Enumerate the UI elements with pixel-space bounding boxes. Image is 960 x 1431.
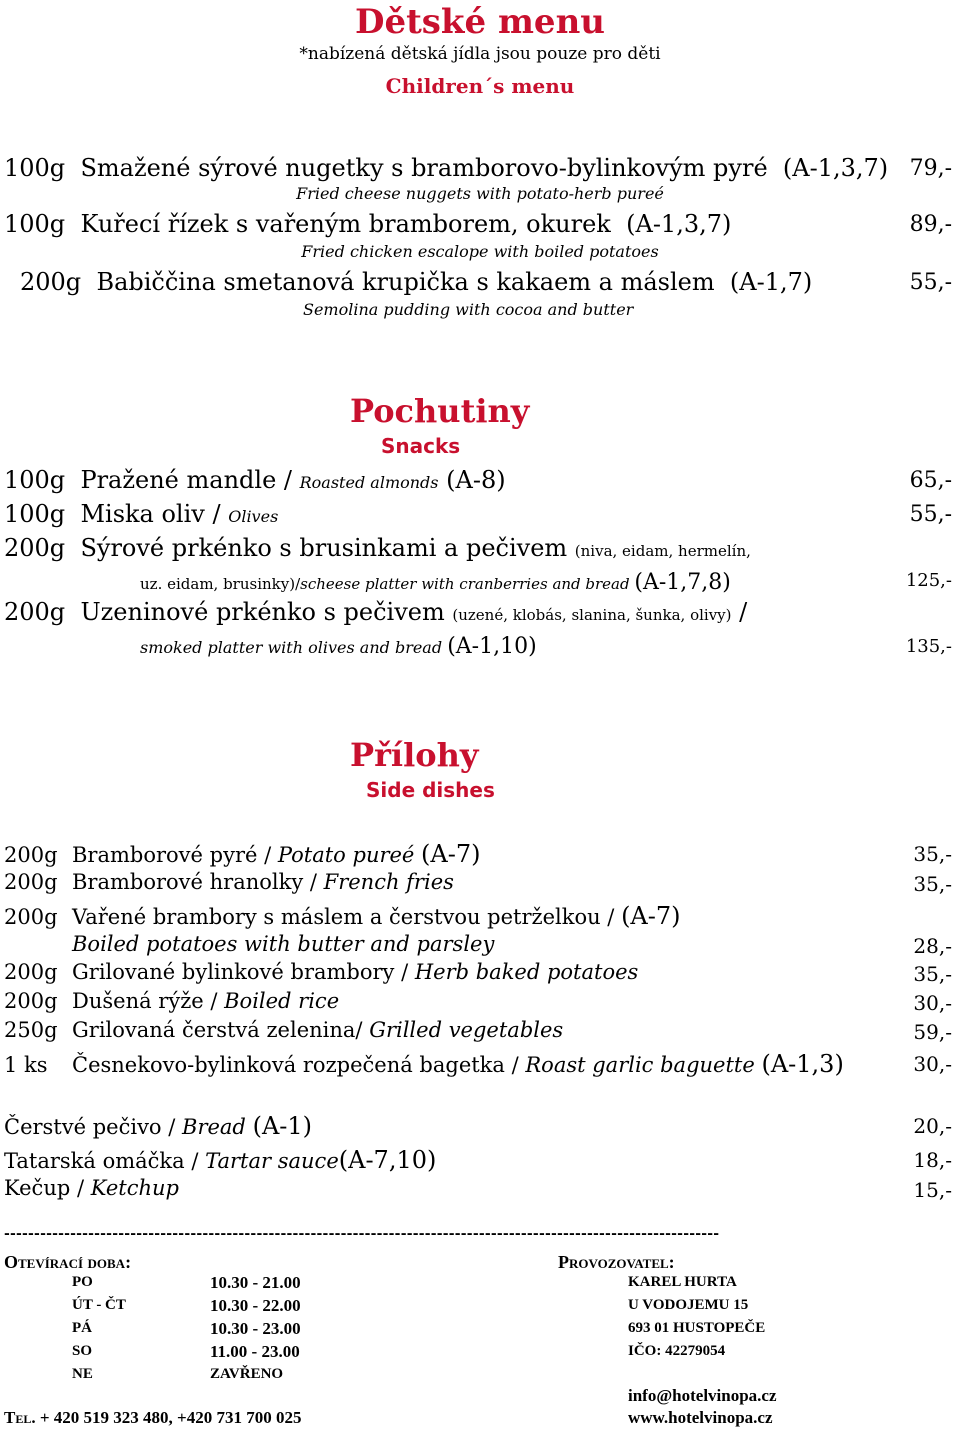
item-english: Roast garlic baguette <box>525 1053 755 1077</box>
item-allergens: (A-1,3,7) <box>782 154 889 182</box>
item-weight: 200g <box>4 534 66 562</box>
item-weight: 200g <box>4 843 58 867</box>
kids-note: *nabízená dětská jídla jsou pouze pro děti <box>299 44 661 64</box>
phone-line <box>4 1408 301 1428</box>
item-price: 79,- <box>909 156 952 181</box>
side-item-7 <box>4 1050 844 1078</box>
operator-city: 693 01 HUSTOPEČE <box>628 1320 766 1336</box>
item-price: 18,- <box>913 1148 952 1172</box>
item-weight: 200g <box>4 989 58 1013</box>
hours-day: SO <box>72 1343 93 1359</box>
item-name: Bramborové pyré / <box>72 843 272 867</box>
item-price: 55,- <box>909 270 952 295</box>
kids-item-1 <box>4 154 888 182</box>
hours-time: 10.30 - 21.00 <box>210 1273 301 1292</box>
item-price: 35,- <box>913 872 952 896</box>
item-price: 20,- <box>913 1114 952 1138</box>
item-allergens: (A-1,7) <box>729 268 813 296</box>
item-english: Herb baked potatoes <box>414 960 639 984</box>
item-english: scheese platter with cranberries and bread <box>300 575 630 593</box>
item-name: Sýrové prkénko s brusinkami a pečivem <box>80 534 568 562</box>
item-price: 135,- <box>905 636 952 657</box>
item-english: French fries <box>323 870 454 894</box>
email-link[interactable]: info@hotelvinopa.cz <box>628 1386 777 1405</box>
operator-name: KAREL HURTA <box>628 1274 737 1290</box>
operator-ico: IČO: 42279054 <box>628 1343 726 1359</box>
operator-street: U VODOJEMU 15 <box>628 1297 749 1313</box>
item-price: 55,- <box>909 502 952 527</box>
item-allergens: (A-7) <box>621 902 681 930</box>
side-item-1 <box>4 840 480 868</box>
item-name: Česnekovo-bylinková rozpečená bagetka / <box>72 1053 519 1077</box>
item-price: 35,- <box>913 962 952 986</box>
item-weight: 200g <box>4 870 58 894</box>
item-name: Uzeninové prkénko s pečivem <box>80 598 445 626</box>
item-slash: / <box>739 598 748 626</box>
item-name: Grilovaná čerstvá zelenina/ <box>72 1018 363 1042</box>
item-weight: 100g <box>4 466 66 494</box>
item-price: 30,- <box>913 1052 952 1076</box>
item-weight: 200g <box>4 598 66 626</box>
snack-item-4 <box>4 598 747 626</box>
item-allergens: (A-8) <box>446 466 506 494</box>
hours-time: 10.30 - 22.00 <box>210 1296 301 1315</box>
phone-numbers: + 420 519 323 480, +420 731 700 025 <box>39 1408 302 1427</box>
hours-time: ZAVŘENO <box>210 1366 284 1382</box>
kids-item-2 <box>4 210 731 238</box>
item-english: Olives <box>228 507 279 526</box>
item-name: Čerstvé pečivo / <box>4 1115 176 1139</box>
section-title-sides: Přílohy <box>350 736 479 774</box>
snack-item-3-line2 <box>140 570 731 595</box>
side-item-3 <box>4 902 681 930</box>
item-english: Boiled rice <box>224 989 340 1013</box>
snack-item-3 <box>4 534 751 562</box>
section-title-snacks: Pochutiny <box>350 392 530 430</box>
item-name: Miska oliv / <box>80 500 221 528</box>
item-name: Kuřecí řízek s vařeným bramborem, okurek <box>80 210 611 238</box>
item-name: Dušená rýže / <box>72 989 218 1013</box>
hours-day: ÚT - ČT <box>72 1297 126 1313</box>
item-detail: (uzené, klobás, slanina, šunka, olivy) <box>452 606 732 624</box>
item-english: smoked platter with olives and bread <box>140 638 443 657</box>
item-weight: 200g <box>4 905 58 929</box>
item-detail: uz. eidam, brusinky)/ <box>140 575 301 593</box>
snack-item-1 <box>4 466 506 494</box>
item-weight: 100g <box>4 154 66 182</box>
item-weight: 200g <box>20 268 82 296</box>
item-english: Semolina pudding with cocoa and butter <box>303 300 634 319</box>
item-name: Pražené mandle / <box>80 466 292 494</box>
snack-item-4-line2 <box>140 634 537 659</box>
dashed-divider: ----------------------------------------------------------------------------------------------------------------------- <box>4 1226 720 1242</box>
extra-item-1 <box>4 1112 312 1140</box>
side-item-2 <box>4 870 454 894</box>
hours-day: NE <box>72 1366 93 1382</box>
phone-prefix: Tel. <box>4 1408 36 1427</box>
snack-item-2 <box>4 500 278 528</box>
item-weight: 1 ks <box>4 1053 48 1077</box>
web-link[interactable]: www.hotelvinopa.cz <box>628 1408 773 1427</box>
hours-day: PO <box>72 1274 93 1290</box>
page-subtitle: Children´s menu <box>385 74 575 98</box>
item-weight: 250g <box>4 1018 58 1042</box>
item-weight: 200g <box>4 960 58 984</box>
item-weight: 100g <box>4 210 66 238</box>
item-price: 59,- <box>913 1020 952 1044</box>
item-english: Grilled vegetables <box>369 1018 564 1042</box>
item-name: Bramborové hranolky / <box>72 870 317 894</box>
item-price: 89,- <box>909 212 952 237</box>
hours-day: PÁ <box>72 1320 92 1336</box>
item-allergens: (A-1,3) <box>761 1050 844 1078</box>
page-title: Dětské menu <box>354 2 606 42</box>
item-allergens: (A-1,7,8) <box>634 570 731 595</box>
hours-time: 10.30 - 23.00 <box>210 1319 301 1338</box>
item-english: Roasted almonds <box>299 473 439 492</box>
item-price: 30,- <box>913 991 952 1015</box>
item-english: Boiled potatoes with butter and parsley <box>72 932 495 956</box>
item-detail: (niva, eidam, hermelín, <box>574 542 751 560</box>
item-price: 65,- <box>909 468 952 493</box>
item-allergens: (A-1,3,7) <box>626 210 732 238</box>
side-item-4 <box>4 960 638 984</box>
item-weight: 100g <box>4 500 66 528</box>
item-allergens: (A-1) <box>252 1112 313 1140</box>
item-name: Kečup / <box>4 1176 85 1200</box>
side-item-5 <box>4 989 339 1013</box>
item-price: 35,- <box>913 842 952 866</box>
hours-title: Otevírací doba: <box>4 1252 132 1272</box>
kids-item-3 <box>20 268 812 296</box>
operator-title: Provozovatel: <box>558 1252 675 1272</box>
item-english: Fried chicken escalope with boiled potatoes <box>301 242 659 261</box>
item-english: Tartar sauce <box>205 1149 339 1173</box>
item-name: Babiččina smetanová krupička s kakaem a máslem <box>96 268 715 296</box>
section-subtitle-sides: Side dishes <box>366 778 495 802</box>
item-english: Ketchup <box>90 1176 179 1200</box>
extra-item-2 <box>4 1146 436 1174</box>
item-english: Bread <box>182 1115 246 1139</box>
item-name: Tatarská omáčka / <box>4 1149 199 1173</box>
item-allergens: (A-1,10) <box>447 634 537 659</box>
item-english: Potato pureé <box>277 843 415 867</box>
item-price: 15,- <box>913 1178 952 1202</box>
item-price: 28,- <box>913 934 952 958</box>
item-name: Vařené brambory s máslem a čerstvou petrželkou / <box>72 905 615 929</box>
item-name: Grilované bylinkové brambory / <box>72 960 409 984</box>
item-price: 125,- <box>905 570 952 591</box>
item-name: Smažené sýrové nugetky s bramborovo-bylinkovým pyré <box>80 154 768 182</box>
section-subtitle-snacks: Snacks <box>381 434 461 458</box>
extra-item-3 <box>4 1176 179 1200</box>
item-allergens: (A-7,10) <box>338 1146 437 1174</box>
side-item-6 <box>4 1018 563 1042</box>
item-english: Fried cheese nuggets with potato-herb pureé <box>296 184 664 203</box>
item-allergens: (A-7) <box>421 840 481 868</box>
hours-time: 11.00 - 23.00 <box>210 1342 300 1361</box>
